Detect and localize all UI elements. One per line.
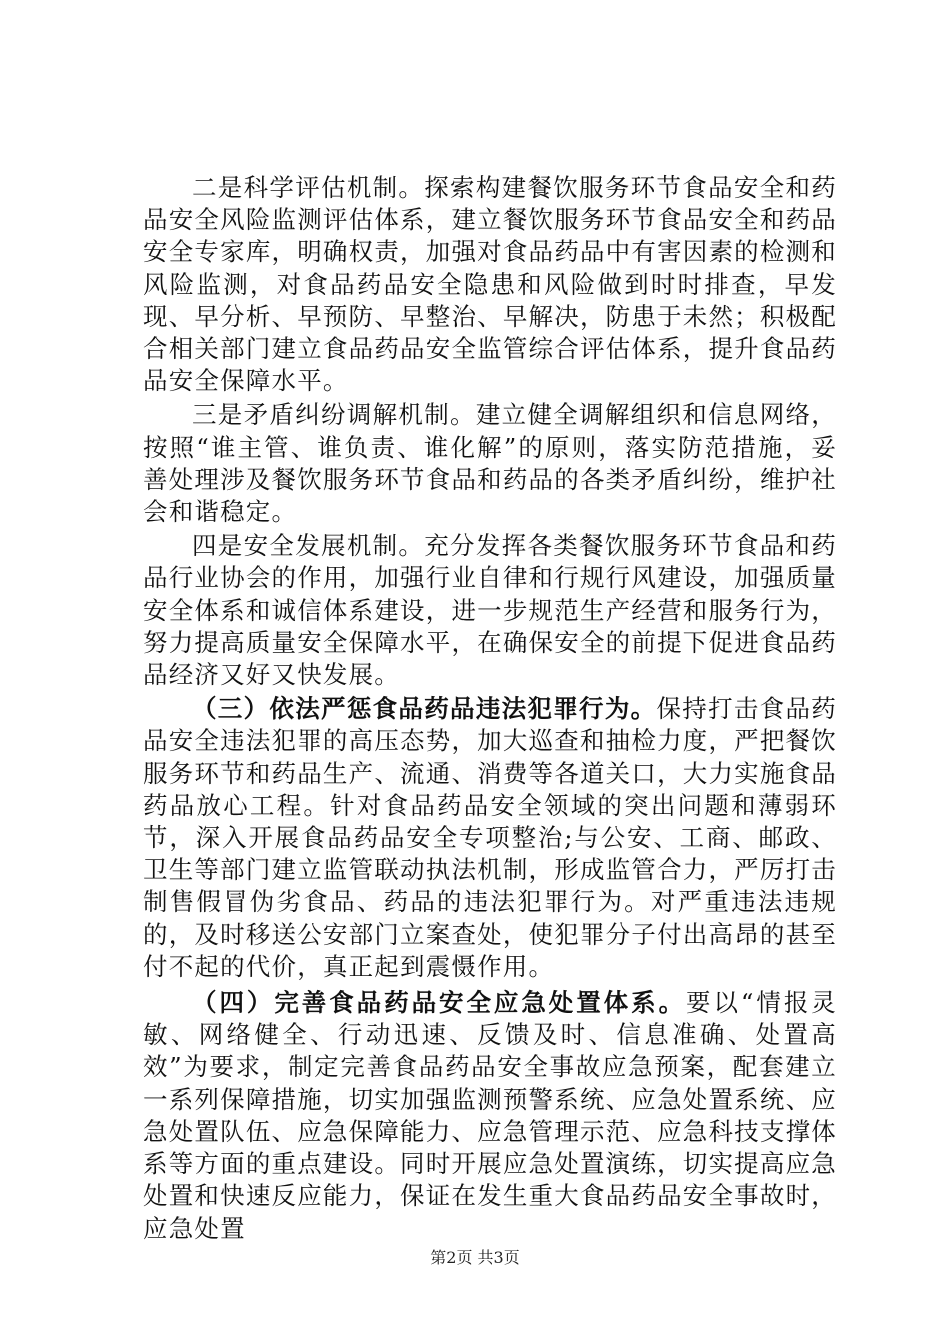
paragraph-dispute-mediation	[143, 399, 837, 528]
paragraph-text: 二是科学评估机制。探索构建餐饮服务环节食品安全和药品安全风险监测评估体系，建立餐饮服务环节食品安全和药品安全专家库，明确权责，加强对食品药品中有害因素的检测和风险监测，对食品药品安全隐患和风险做到时时排查，早发现、早分析、早预防、早整治、早解决，防患于未然；积极配合相关部门建立食品药品安全监管综合评估体系，提升食品药品安全保障水平。	[143, 173, 837, 396]
paragraph-text: 保持打击食品药品安全违法犯罪的高压态势，加大巡查和抽检力度，严把餐饮服务环节和药品生产、流通、消费等各道关口，大力实施食品药品放心工程。针对食品药品安全领域的突出问题和薄弱环节，深入开展食品药品安全专项整治;与公安、工商、邮政、卫生等部门建立监管联动执法机制，形成监管合力，严厉打击制售假冒伪劣食品、药品的违法犯罪行为。对严重违法违规的，及时移送公安部门立案查处，使犯罪分子付出高昂的甚至付不起的代价，真正起到震慑作用。	[143, 694, 837, 981]
page-number-label: 第2页 共3页	[430, 1248, 520, 1267]
paragraph-text: 要以“情报灵敏、网络健全、行动迅速、反馈及时、信息准确、处置高效”为要求，制定完善食品药品安全事故应急预案，配套建立一系列保障措施，切实加强监测预警系统、应急处置系统、应急处置队伍、应急保障能力、应急管理示范、应急科技支撑体系等方面的重点建设。同时开展应急处置演练，切实提高应急处置和快速反应能力，保证在发生重大食品药品安全事故时，应急处置	[143, 988, 837, 1243]
section-heading: （三）依法严惩食品药品违法犯罪行为。	[192, 694, 657, 724]
paragraph-safe-development	[143, 530, 837, 691]
section-heading: （四）完善食品药品安全应急处置体系。	[192, 988, 687, 1018]
paragraph-text: 四是安全发展机制。充分发挥各类餐饮服务环节食品和药品行业协会的作用，加强行业自律和行规行风建设，加强质量安全体系和诚信体系建设，进一步规范生产经营和服务行为，努力提高质量安全保障水平，在确保安全的前提下促进食品药品经济又好又快发展。	[143, 531, 837, 690]
page-footer	[0, 1245, 950, 1268]
paragraph-section-3	[143, 693, 837, 983]
document-body	[143, 172, 837, 1245]
paragraph-section-4	[143, 987, 837, 1245]
paragraph-text: 三是矛盾纠纷调解机制。建立健全调解组织和信息网络，按照“谁主管、谁负责、谁化解”的原则，落实防范措施，妥善处理涉及餐饮服务环节食品和药品的各类矛盾纠纷，维护社会和谐稳定。	[143, 400, 837, 527]
paragraph-science-assessment	[143, 172, 837, 397]
